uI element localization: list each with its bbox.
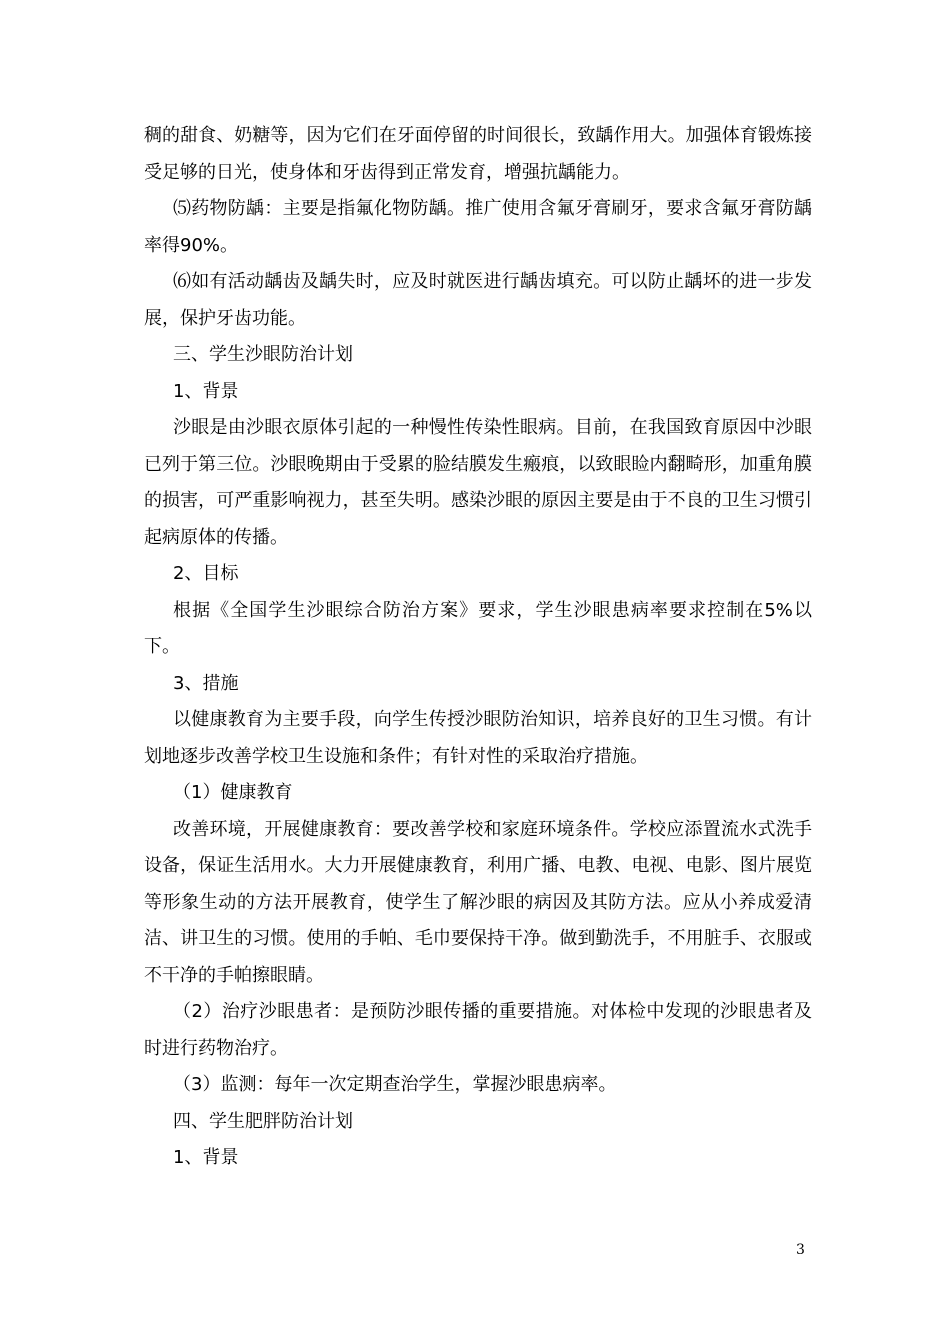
document-body [144,118,812,1177]
section-heading-obesity: 四、学生肥胖防治计划 [173,1110,353,1132]
subheading-goal: 2、目标 [173,563,239,584]
page-number: 3 [796,1242,805,1258]
paragraph-dental-diet: 稠的甜食、奶糖等，因为它们在牙面停留的时间很长，致龋作用大。加强体育锻炼接受足够的日光，使身体和牙齿得到正常发育，增强抗龋能力。 [144,125,812,183]
paragraph-goal: 根据《全国学生沙眼综合防治方案》要求，学生沙眼患病率要求控制在5%以下。 [144,599,812,657]
paragraph-measures: 以健康教育为主要手段，向学生传授沙眼防治知识，培养良好的卫生习惯。有计划地逐步改善学校卫生设施和条件；有针对性的采取治疗措施。 [144,709,812,767]
subheading-health-education: （1）健康教育 [173,782,293,803]
section-heading-trachoma: 三、学生沙眼防治计划 [173,344,353,365]
paragraph-caries-filling: ⑹如有活动龋齿及龋失时，应及时就医进行龋齿填充。可以防止龋坏的进一步发展，保护牙齿功能。 [144,271,812,329]
paragraph-fluoride: ⑸药物防龋：主要是指氟化物防龋。推广使用含氟牙膏刷牙，要求含氟牙膏防龋率得90%。 [144,198,812,256]
subheading-obesity-background: 1、背景 [173,1147,239,1168]
paragraph-trachoma-background: 沙眼是由沙眼衣原体引起的一种慢性传染性眼病。目前，在我国致育原因中沙眼已列于第三位。沙眼晚期由于受累的脸结膜发生瘢痕，以致眼睑内翻畸形，加重角膜的损害，可严重影响视力，甚至失明。感染沙眼的原因主要是由于不良的卫生习惯引起病原体的传播。 [144,417,812,548]
paragraph-health-education: 改善环境，开展健康教育：要改善学校和家庭环境条件。学校应添置流水式洗手设备，保证生活用水。大力开展健康教育，利用广播、电教、电视、电影、图片展览等形象生动的方法开展教育，使学生了解沙眼的病因及其防方法。应从小养成爱清洁、讲卫生的习惯。使用的手帕、毛巾要保持干净。做到勤洗手，不用脏手、衣服或不干净的手帕擦眼睛。 [144,818,812,986]
paragraph-treatment: （2）治疗沙眼患者：是预防沙眼传播的重要措施。对体检中发现的沙眼患者及时进行药物治疗。 [144,1001,812,1059]
paragraph-monitoring: （3）监测：每年一次定期查治学生，掌握沙眼患病率。 [173,1074,617,1095]
subheading-background: 1、背景 [173,380,239,402]
subheading-measures: 3、措施 [173,672,239,694]
